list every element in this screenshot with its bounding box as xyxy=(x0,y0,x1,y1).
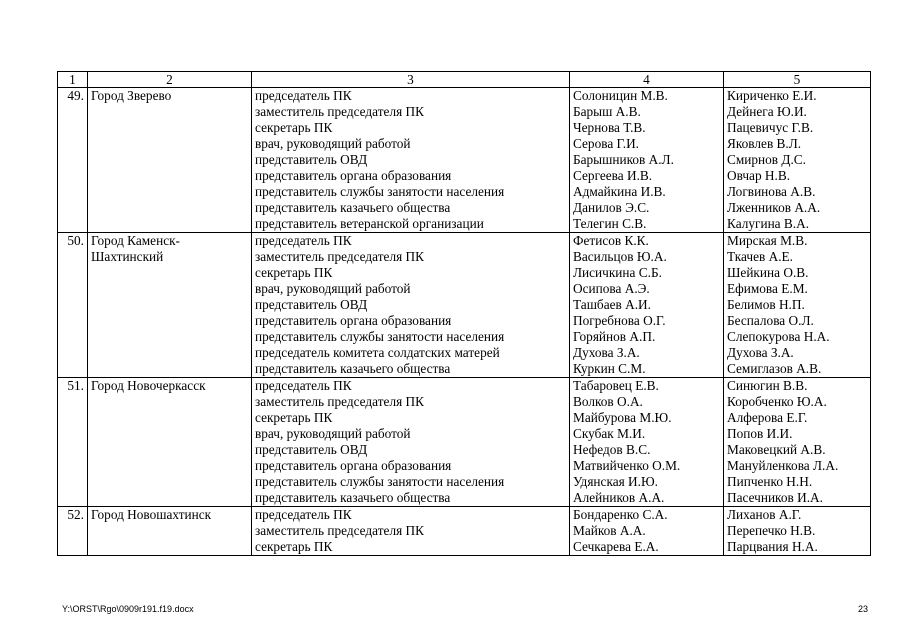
member-name: Фетисов К.К. xyxy=(573,233,649,248)
reserve-name: Перепечко Н.В. xyxy=(727,523,816,538)
member-name: Васильцов Ю.А. xyxy=(573,249,667,264)
city-cell xyxy=(88,233,252,378)
role-line: председатель ПК xyxy=(255,233,352,248)
reserve-name: Слепокурова Н.А. xyxy=(727,329,830,344)
city-line: Город Новошахтинск xyxy=(91,507,212,522)
header-cell-5: 5 xyxy=(724,72,871,88)
table-row xyxy=(58,233,871,378)
role-line: председатель ПК xyxy=(255,378,352,393)
table-header-row xyxy=(58,72,871,88)
member-name: Погребнова О.Г. xyxy=(573,313,666,328)
reserve-name: Алферова Е.Г. xyxy=(727,410,808,425)
role-line: заместитель председателя ПК xyxy=(255,249,424,264)
role-line: представитель службы занятости населения xyxy=(255,329,505,344)
member-name: Адмайкина И.В. xyxy=(573,184,666,199)
row-number: 51. xyxy=(58,378,88,507)
reserve-name: Семиглазов А.В. xyxy=(727,361,822,376)
reserve-name: Дейнега Ю.И. xyxy=(727,104,807,119)
role-line: врач, руководящий работой xyxy=(255,281,411,296)
reserve-name: Синюгин В.В. xyxy=(727,378,808,393)
role-cell xyxy=(252,88,570,233)
reserve-cell xyxy=(724,378,871,507)
role-line: председатель ПК xyxy=(255,88,352,103)
reserve-name: Лженников А.А. xyxy=(727,200,821,215)
reserve-name: Логвинова А.В. xyxy=(727,184,816,199)
reserve-name: Ткачев А.Е. xyxy=(727,249,793,264)
header-cell-4: 4 xyxy=(570,72,724,88)
header-cell-2: 2 xyxy=(88,72,252,88)
role-line: врач, руководящий работой xyxy=(255,136,411,151)
member-name: Лисичкина С.Б. xyxy=(573,265,662,280)
city-line: Город Каменск- xyxy=(91,233,180,248)
reserve-name: Кириченко Е.И. xyxy=(727,88,817,103)
reserve-name: Пасечников И.А. xyxy=(727,490,823,505)
row-number: 52. xyxy=(58,507,88,556)
member-name: Данилов Э.С. xyxy=(573,200,650,215)
role-line: секретарь ПК xyxy=(255,410,333,425)
member-cell xyxy=(570,378,724,507)
member-name: Скубак М.И. xyxy=(573,426,646,441)
member-name: Нефедов В.С. xyxy=(573,442,651,457)
role-line: председатель комитета солдатских матерей xyxy=(255,345,500,360)
city-line: Город Зверево xyxy=(91,88,172,103)
member-name: Матвийченко О.М. xyxy=(573,458,681,473)
role-line: заместитель председателя ПК xyxy=(255,523,424,538)
member-name: Осипова А.Э. xyxy=(573,281,650,296)
city-line: Город Новочеркасск xyxy=(91,378,206,393)
commission-table xyxy=(57,71,871,556)
member-name: Телегин С.В. xyxy=(573,216,647,231)
role-line: представитель казачьего общества xyxy=(255,361,451,376)
member-name: Духова З.А. xyxy=(573,345,640,360)
role-line: представитель службы занятости населения xyxy=(255,184,505,199)
reserve-name: Смирнов Д.С. xyxy=(727,152,807,167)
member-cell xyxy=(570,88,724,233)
member-cell xyxy=(570,507,724,556)
reserve-name: Калугина В.А. xyxy=(727,216,810,231)
reserve-name: Овчар Н.В. xyxy=(727,168,791,183)
role-line: представитель службы занятости населения xyxy=(255,474,505,489)
role-line: секретарь ПК xyxy=(255,539,333,554)
member-name: Майбурова М.Ю. xyxy=(573,410,672,425)
member-name: Волков О.А. xyxy=(573,394,643,409)
member-name: Майков А.А. xyxy=(573,523,646,538)
role-line: секретарь ПК xyxy=(255,120,333,135)
header-cell-3: 3 xyxy=(252,72,570,88)
city-cell xyxy=(88,507,252,556)
role-line: представитель ОВД xyxy=(255,442,368,457)
role-line: председатель ПК xyxy=(255,507,352,522)
member-name: Бондаренко С.А. xyxy=(573,507,668,522)
reserve-name: Пацевичус Г.В. xyxy=(727,120,814,135)
row-number: 50. xyxy=(58,233,88,378)
reserve-cell xyxy=(724,507,871,556)
reserve-name: Мирская М.В. xyxy=(727,233,808,248)
member-name: Сергеева И.В. xyxy=(573,168,653,183)
member-name: Серова Г.И. xyxy=(573,136,639,151)
reserve-name: Шейкина О.В. xyxy=(727,265,809,280)
reserve-name: Яковлев В.Л. xyxy=(727,136,802,151)
role-cell xyxy=(252,233,570,378)
member-cell xyxy=(570,233,724,378)
member-name: Ташбаев А.И. xyxy=(573,297,651,312)
role-line: заместитель председателя ПК xyxy=(255,104,424,119)
member-name: Табаровец Е.В. xyxy=(573,378,659,393)
member-name: Удянская И.Ю. xyxy=(573,474,658,489)
reserve-name: Белимов Н.П. xyxy=(727,297,805,312)
city-cell xyxy=(88,378,252,507)
member-name: Солоницин М.В. xyxy=(573,88,668,103)
role-line: представитель ОВД xyxy=(255,152,368,167)
footer-page-number: 23 xyxy=(857,604,868,614)
reserve-name: Ефимова Е.М. xyxy=(727,281,808,296)
role-line: представитель органа образования xyxy=(255,313,452,328)
role-line: врач, руководящий работой xyxy=(255,426,411,441)
role-line: секретарь ПК xyxy=(255,265,333,280)
role-line: заместитель председателя ПК xyxy=(255,394,424,409)
role-cell xyxy=(252,378,570,507)
footer-file-path: Y:\ORST\Rgo\0909r191.f19.docx xyxy=(62,604,194,614)
reserve-name: Лиханов А.Г. xyxy=(727,507,802,522)
member-name: Горяйнов А.П. xyxy=(573,329,656,344)
member-name: Алейников А.А. xyxy=(573,490,665,505)
role-line: представитель органа образования xyxy=(255,458,452,473)
table-row xyxy=(58,378,871,507)
member-name: Сечкарева Е.А. xyxy=(573,539,659,554)
reserve-name: Пипченко Н.Н. xyxy=(727,474,813,489)
table-row xyxy=(58,507,871,556)
role-line: представитель казачьего общества xyxy=(255,490,451,505)
reserve-name: Духова З.А. xyxy=(727,345,794,360)
reserve-name: Беспалова О.Л. xyxy=(727,313,814,328)
reserve-cell xyxy=(724,88,871,233)
role-line: представитель казачьего общества xyxy=(255,200,451,215)
reserve-name: Маковецкий А.В. xyxy=(727,442,826,457)
member-name: Чернова Т.В. xyxy=(573,120,646,135)
header-cell-1: 1 xyxy=(58,72,88,88)
reserve-name: Мануйленкова Л.А. xyxy=(727,458,839,473)
member-name: Барыш А.В. xyxy=(573,104,641,119)
reserve-name: Попов И.И. xyxy=(727,426,793,441)
reserve-cell xyxy=(724,233,871,378)
table-body xyxy=(58,72,871,556)
role-line: представитель ветеранской организации xyxy=(255,216,484,231)
member-name: Куркин С.М. xyxy=(573,361,646,376)
reserve-name: Парцвания Н.А. xyxy=(727,539,818,554)
reserve-name: Коробченко Ю.А. xyxy=(727,394,827,409)
role-line: представитель органа образования xyxy=(255,168,452,183)
city-line: Шахтинский xyxy=(91,249,164,264)
role-line: представитель ОВД xyxy=(255,297,368,312)
row-number: 49. xyxy=(58,88,88,233)
city-cell xyxy=(88,88,252,233)
role-cell xyxy=(252,507,570,556)
member-name: Барышников А.Л. xyxy=(573,152,674,167)
table-row xyxy=(58,88,871,233)
